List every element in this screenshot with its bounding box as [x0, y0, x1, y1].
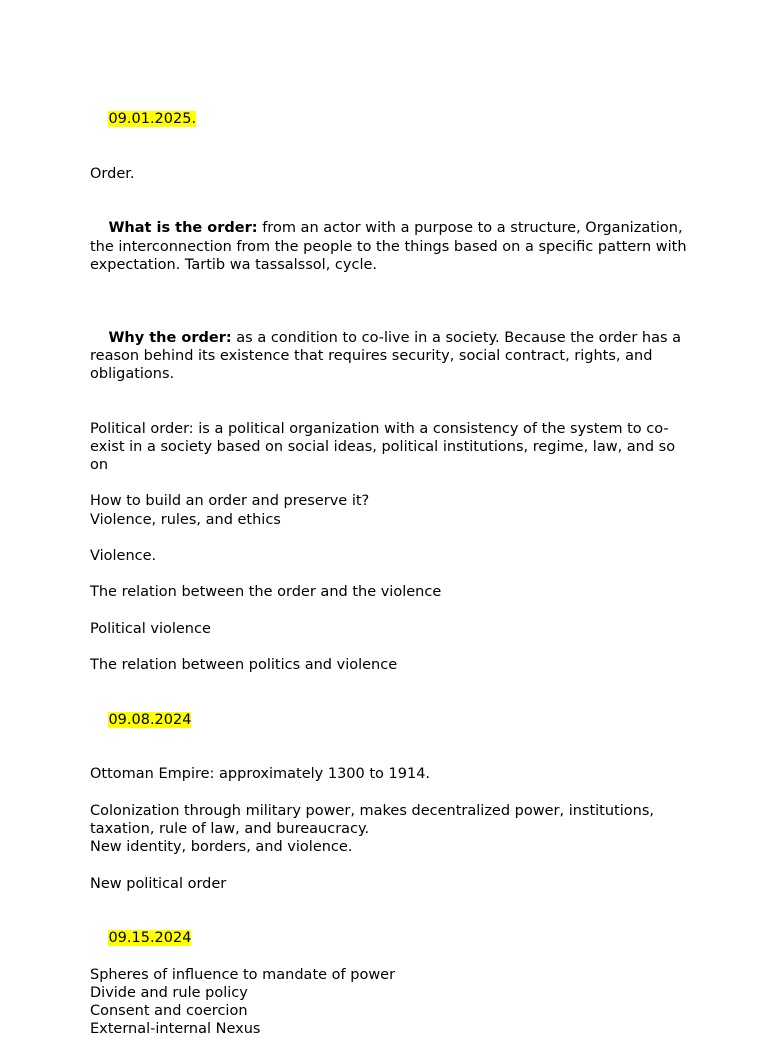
- spheres-line: Spheres of influence to mandate of power: [90, 966, 396, 983]
- order-title: Order.: [90, 165, 135, 182]
- why-paragraph: [90, 310, 690, 401]
- how-build-line: How to build an order and preserve it?: [90, 493, 370, 510]
- ottoman-line: Ottoman Empire: approximately 1300 to 1914.: [90, 766, 431, 783]
- date-highlight-1: 09.01.2025.: [108, 111, 197, 128]
- new-political-order-line: New political order: [90, 875, 227, 892]
- date-highlight-3: 09.15.2024: [108, 930, 192, 947]
- blank-line: [90, 565, 690, 583]
- date-line-2: [90, 693, 690, 748]
- blank-line: [90, 747, 690, 765]
- why-label: Why the order:: [108, 329, 232, 346]
- date-line-1: [90, 92, 690, 147]
- why-text: as a condition to co-live in a society. Because the order has a reason behind its existence that requires security, social contract, rights, and obligations.: [90, 329, 686, 382]
- date-line-3: [90, 911, 690, 966]
- blank-line: [90, 784, 690, 802]
- what-paragraph: [90, 201, 690, 292]
- what-text: from an actor with a purpose to a structure, Organization, the interconnection from the people to the things based on a specific pattern with expectation. Tartib wa tassalssol, cycle.: [90, 220, 692, 273]
- violence-rules-line: Violence, rules, and ethics: [90, 511, 281, 528]
- what-label: What is the order:: [108, 220, 258, 237]
- blank-line: [90, 529, 690, 547]
- blank-line: [90, 183, 690, 201]
- colonization-paragraph: Colonization through military power, makes decentralized power, institutions, taxation, rule of law, and bureaucracy.: [90, 802, 659, 837]
- blank-line: [90, 147, 690, 165]
- blank-line: [90, 474, 690, 492]
- blank-line: [90, 292, 690, 310]
- nexus-line: External-internal Nexus: [90, 1021, 261, 1038]
- blank-line: [90, 638, 690, 656]
- blank-line: [90, 401, 690, 419]
- blank-line: [90, 674, 690, 692]
- relation-politics-violence-line: The relation between politics and violence: [90, 657, 398, 674]
- violence-line: Violence.: [90, 547, 157, 564]
- document-page: [90, 92, 690, 1038]
- divide-rule-line: Divide and rule policy: [90, 984, 248, 1001]
- blank-line: [90, 602, 690, 620]
- new-identity-line: New identity, borders, and violence.: [90, 839, 353, 856]
- blank-line: [90, 893, 690, 911]
- consent-line: Consent and coercion: [90, 1002, 248, 1019]
- political-order-paragraph: Political order: is a political organization with a consistency of the system to co-exist in a society based on social ideas, political institutions, regime, law, and so on: [90, 420, 680, 473]
- relation-order-violence-line: The relation between the order and the violence: [90, 584, 442, 601]
- political-violence-line: Political violence: [90, 620, 211, 637]
- date-highlight-2: 09.08.2024: [108, 711, 192, 728]
- blank-line: [90, 856, 690, 874]
